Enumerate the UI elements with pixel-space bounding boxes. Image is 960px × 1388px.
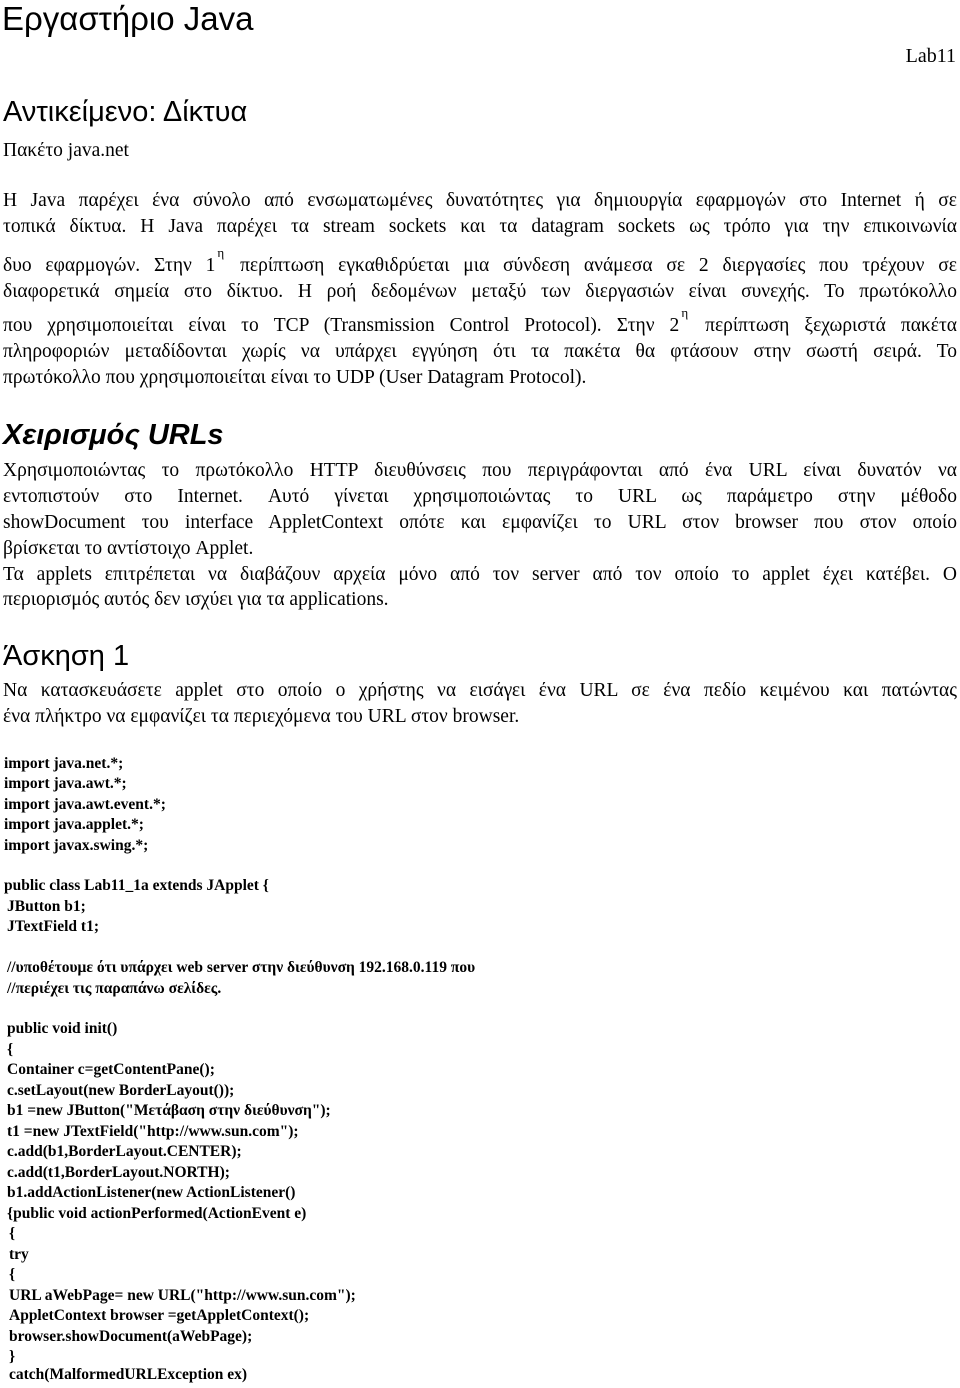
code-line: {public void actionPerformed(ActionEvent e) xyxy=(7,1205,307,1222)
code-line: JTextField t1; xyxy=(7,918,99,935)
code-comment: //υποθέτουμε ότι υπάρχει web server στην διεύθυνση 192.168.0.119 που xyxy=(7,959,476,976)
code-line: public void init() xyxy=(7,1020,118,1037)
paragraph-line: διαφορετικά σημεία στο δίκτυο. Η ροή δεδομένων μεταξύ των διεργασιών είναι συνεχής. Το πρωτόκολλο xyxy=(3,281,957,302)
code-line: catch(MalformedURLException ex) xyxy=(9,1366,248,1383)
code-line: import java.applet.*; xyxy=(4,816,144,833)
code-line: URL aWebPage= new URL("http://www.sun.com"); xyxy=(9,1287,356,1304)
lab-number: Lab11 xyxy=(905,45,956,67)
ordinal-superscript: η xyxy=(681,305,689,320)
code-comment: //περιέχει τις παραπάνω σελίδες. xyxy=(7,980,222,997)
code-line: c.add(t1,BorderLayout.NORTH); xyxy=(7,1164,230,1181)
paragraph-line: τοπικά δίκτυα. Η Java παρέχει τα stream sockets και τα datagram sockets ως τρόπο για την επικοινωνία xyxy=(3,216,957,237)
section-heading-networks: Αντικείμενο: Δίκτυα xyxy=(3,96,248,128)
paragraph-line: Η Java παρέχει ένα σύνολο από ενσωματωμένες δυνατότητες για δημιουργία εφαρμογών στο Internet ή σε xyxy=(3,190,957,211)
package-name: Πακέτο java.net xyxy=(3,140,129,161)
paragraph-line: showDocument του interface AppletContext οπότε και εμφανίζει το URL στον browser που στον οποίο xyxy=(3,512,957,533)
paragraph-line: πρωτόκολλο που χρησιμοποιείται είναι το UDP (User Datagram Protocol). xyxy=(3,367,587,388)
paragraph-line: βρίσκεται το αντίστοιχο Applet. xyxy=(3,538,254,559)
section-heading-exercise: Άσκηση 1 xyxy=(3,640,130,672)
code-line: import java.awt.*; xyxy=(4,775,127,792)
code-line: { xyxy=(9,1225,16,1242)
code-line: import javax.swing.*; xyxy=(4,837,149,854)
paragraph-line: περιορισμός αυτός δεν ισχύει για τα applications. xyxy=(3,589,389,610)
code-line: import java.net.*; xyxy=(4,755,124,772)
code-line: browser.showDocument(aWebPage); xyxy=(9,1328,253,1345)
paragraph-line: ένα πλήκτρο να εμφανίζει τα περιεχόμενα του URL στον browser. xyxy=(3,706,520,727)
paragraph-line: πληροφοριών μεταδίδονται χωρίς να υπάρχει εγγύηση ότι τα πακέτα θα φτάσουν στην σωστή σειρά. Το xyxy=(3,341,957,362)
paragraph-line: που χρησιμοποιείται είναι το TCP (Transmission Control Protocol). Στην $2^\eta$ περίπτωση ξεχωριστά πακέτα xyxy=(3,305,957,336)
paragraph-line: Τα applets επιτρέπεται να διαβάζουν αρχεία μόνο από τον server από τον οποίο το applet έχει κατέβει. Ο xyxy=(3,564,957,585)
ordinal-superscript: η xyxy=(217,245,225,260)
code-line: public class Lab11_1a extends JApplet { xyxy=(4,877,269,894)
code-line: t1 =new JTextField("http://www.sun.com"); xyxy=(7,1123,299,1140)
code-line: } xyxy=(9,1348,16,1365)
document-title: Εργαστήριο Java xyxy=(2,0,254,37)
code-line: { xyxy=(9,1266,16,1283)
section-heading-urls: Χειρισμός URLs xyxy=(3,419,224,451)
paragraph-line: εντοπιστούν στο Internet. Αυτό γίνεται χρησιμοποιώντας το URL ως παράμετρο στην μέθοδο xyxy=(3,486,957,507)
code-line: AppletContext browser =getAppletContext(); xyxy=(9,1307,310,1324)
code-line: c.setLayout(new BorderLayout()); xyxy=(7,1082,235,1099)
code-line: import java.awt.event.*; xyxy=(4,796,166,813)
code-line: try xyxy=(9,1246,29,1263)
paragraph-line: Να κατασκευάσετε applet στο οποίο ο χρήστης να εισάγει ένα URL σε ένα πεδίο κειμένου και πατώντας xyxy=(3,680,957,701)
paragraph-line: Χρησιμοποιώντας το πρωτόκολλο HTTP διευθύνσεις που περιγράφονται από ένα URL είναι δυνατόν να xyxy=(3,460,957,481)
code-line: b1 =new JButton("Μετάβαση στην διεύθυνση"); xyxy=(7,1102,331,1119)
paragraph-line: δυο εφαρμογών. Στην $1^\eta$ περίπτωση εγκαθιδρύεται μια σύνδεση ανάμεσα σε 2 διεργασίες που τρέχουν σε xyxy=(3,245,957,276)
code-line: c.add(b1,BorderLayout.CENTER); xyxy=(7,1143,242,1160)
code-line: b1.addActionListener(new ActionListener() xyxy=(7,1184,296,1201)
code-line: { xyxy=(7,1041,14,1058)
code-line: Container c=getContentPane(); xyxy=(7,1061,215,1078)
code-line: JButton b1; xyxy=(7,898,86,915)
